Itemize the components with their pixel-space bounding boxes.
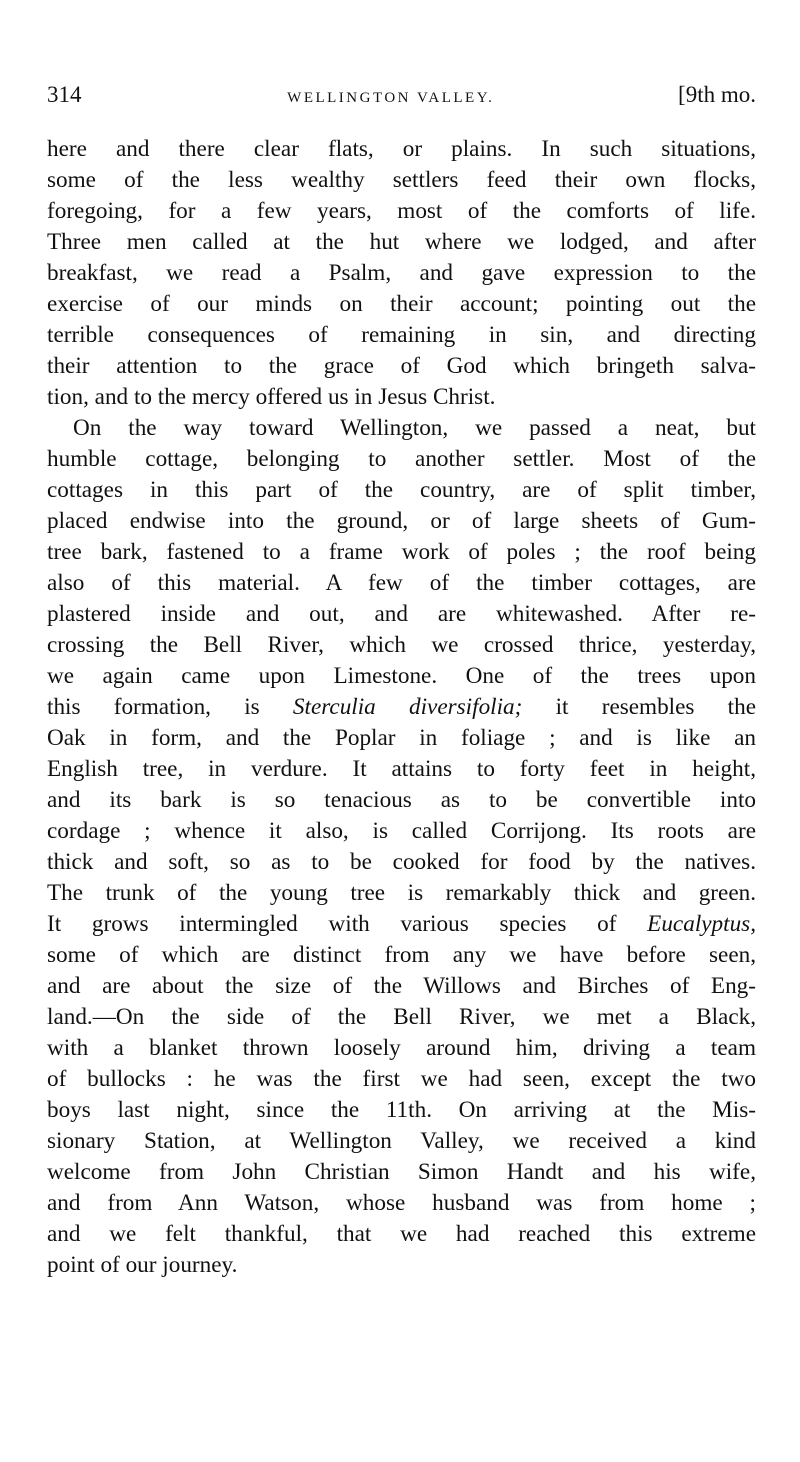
text-line: thick and soft, so as to be cooked for food by the natives.: [47, 849, 756, 875]
text-line: foregoing, for a few years, most of the comforts of life.: [47, 198, 756, 224]
text-line: plastered inside and out, and are whitewashed. After re-: [47, 601, 756, 627]
text-line: and we felt thankful, that we had reached this extreme: [47, 1221, 756, 1247]
text-line: Oak in form, and the Poplar in foliage ; and is like an: [47, 725, 756, 751]
text-line: crossing the Bell River, which we crossed thrice, yesterday,: [47, 632, 756, 658]
running-head: [47, 82, 756, 122]
text-line: with a blanket thrown loosely around him, driving a team: [47, 1035, 756, 1061]
text-line: tree bark, fastened to a frame work of poles ; the roof being: [47, 539, 756, 565]
text-line: also of this material. A few of the timber cottages, are: [47, 570, 756, 596]
text-line: their attention to the grace of God which bringeth salva-: [47, 353, 756, 379]
text-line: some of the less wealthy settlers feed their own flocks,: [47, 167, 756, 193]
text-line: and its bark is so tenacious as to be convertible into: [47, 787, 756, 813]
text-line: welcome from John Christian Simon Handt and his wife,: [47, 1159, 756, 1185]
text-line: land.—On the side of the Bell River, we met a Black,: [47, 1004, 756, 1030]
text-line: English tree, in verdure. It attains to forty feet in height,: [47, 756, 756, 782]
text-line: humble cottage, belonging to another settler. Most of the: [47, 446, 756, 472]
paragraph-2: [47, 413, 756, 1281]
text-run: it resembles the: [522, 694, 756, 720]
text-line: [47, 909, 756, 940]
text-line: point of our journey.: [47, 1252, 238, 1278]
text-line: Three men called at the hut where we lodged, and after: [47, 229, 756, 255]
text-line: we again came upon Limestone. One of the trees upon: [47, 663, 756, 689]
text-line: sionary Station, at Wellington Valley, we received a kind: [47, 1128, 756, 1154]
text-line: On the way toward Wellington, we passed a neat, but: [73, 415, 756, 441]
text-line: cottages in this part of the country, are of split timber,: [47, 477, 756, 503]
text-line: tion, and to the mercy offered us in Jesus Christ.: [47, 384, 496, 410]
text-line: here and there clear flats, or plains. In such situations,: [47, 136, 756, 162]
body-text: [47, 134, 756, 1281]
running-title: WELLINGTON VALLEY.: [287, 90, 495, 106]
text-run: this formation, is: [47, 694, 293, 720]
text-line: boys last night, since the 11th. On arriving at the Mis-: [47, 1097, 756, 1123]
text-line: terrible consequences of remaining in sin, and directing: [47, 322, 756, 348]
text-line: cordage ; whence it also, is called Corrijong. Its roots are: [47, 818, 756, 844]
text-line: placed endwise into the ground, or of large sheets of Gum-: [47, 508, 756, 534]
text-line: The trunk of the young tree is remarkably thick and green.: [47, 880, 756, 906]
text-line: of bullocks : he was the first we had seen, except the two: [47, 1066, 756, 1092]
page-number: 314: [47, 82, 82, 107]
text-line: exercise of our minds on their account; pointing out the: [47, 291, 756, 317]
section-marker: [9th mo.: [678, 82, 756, 107]
text-line: breakfast, we read a Psalm, and gave expression to the: [47, 260, 756, 286]
paragraph-1: [47, 134, 756, 413]
text-line: [47, 692, 756, 723]
text-run: It grows intermingled with various species of: [47, 911, 648, 937]
text-line: and are about the size of the Willows and Birches of Eng-: [47, 973, 756, 999]
italic-species-name: Sterculia diversifolia;: [292, 694, 523, 720]
text-line: some of which are distinct from any we have before seen,: [47, 942, 756, 968]
text-line: and from Ann Watson, whose husband was from home ;: [47, 1190, 756, 1216]
italic-genus-name: Eucalyptus,: [647, 911, 756, 937]
